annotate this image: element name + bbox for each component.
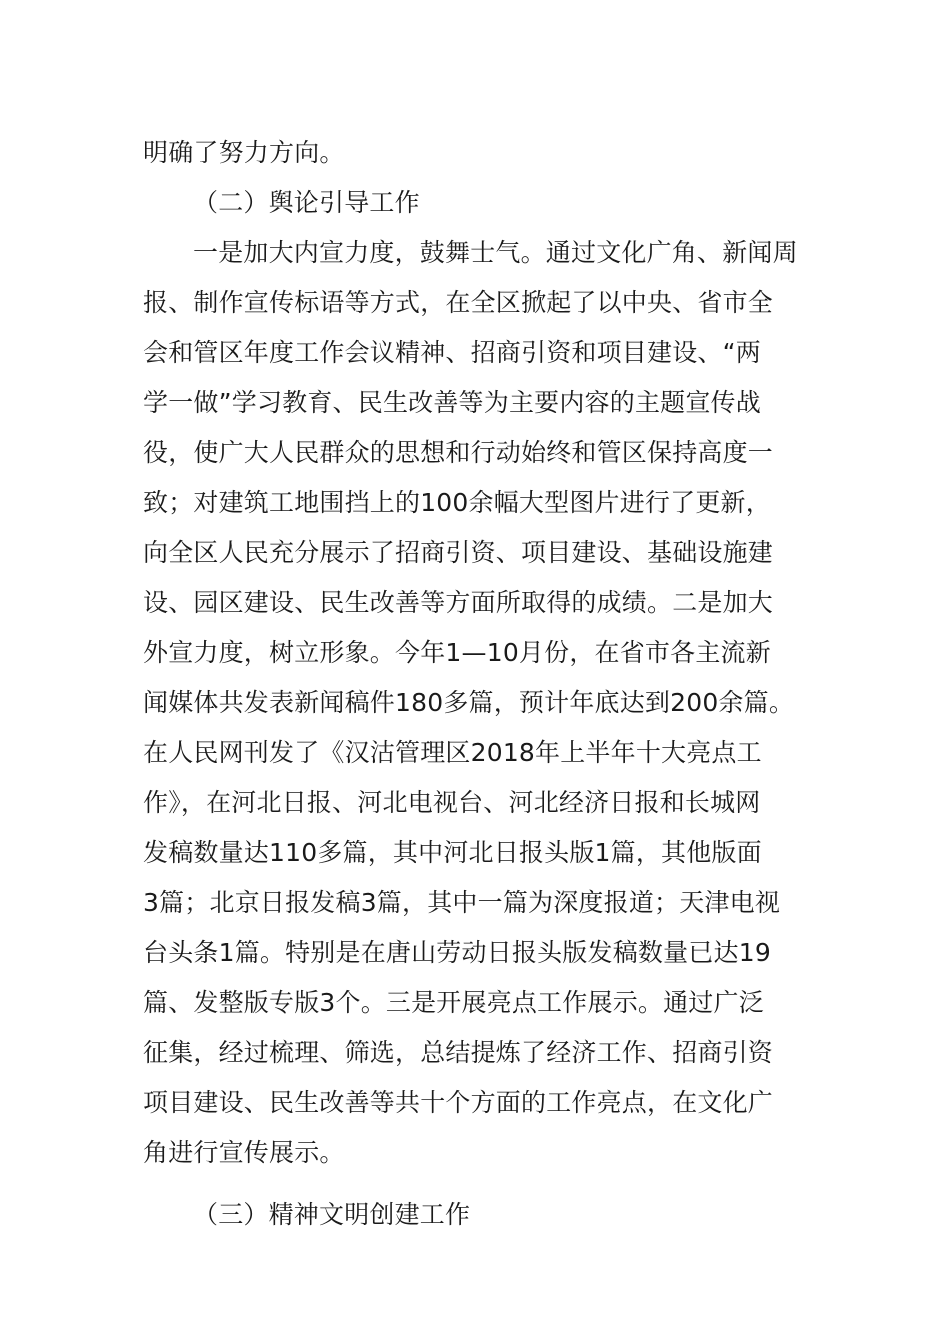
section-heading-public-opinion: （二）舆论引导工作	[193, 188, 420, 217]
paragraph-line: 发稿数量达110多篇，其中河北日报头版1篇，其他版面	[143, 838, 762, 867]
paragraph-line: 角进行宣传展示。	[143, 1138, 345, 1167]
paragraph-line: 役，使广大人民群众的思想和行动始终和管区保持高度一	[143, 438, 774, 467]
section-heading-civilization: （三）精神文明创建工作	[193, 1200, 471, 1229]
paragraph-line: 明确了努力方向。	[143, 138, 345, 167]
paragraph-line: 学一做”学习教育、民生改善等为主要内容的主题宣传战	[143, 388, 761, 417]
paragraph-line: 会和管区年度工作会议精神、招商引资和项目建设、“两	[143, 338, 761, 367]
paragraph-line: 一是加大内宣力度，鼓舞士气。通过文化广角、新闻周	[193, 238, 798, 267]
paragraph-line: 向全区人民充分展示了招商引资、项目建设、基础设施建	[143, 538, 774, 567]
paragraph-line: 致；对建筑工地围挡上的100余幅大型图片进行了更新，	[143, 488, 771, 517]
paragraph-line: 作》，在河北日报、河北电视台、河北经济日报和长城网	[143, 788, 761, 817]
paragraph-line: 设、园区建设、民生改善等方面所取得的成绩。二是加大	[143, 588, 774, 617]
paragraph-line: 外宣力度，树立形象。今年1—10月份，在省市各主流新	[143, 638, 771, 667]
paragraph-line: 篇、发整版专版3个。三是开展亮点工作展示。通过广泛	[143, 988, 764, 1017]
paragraph-line: 台头条1篇。特别是在唐山劳动日报头版发稿数量已达19	[143, 938, 771, 967]
document-body	[143, 128, 823, 1240]
paragraph-line: 征集，经过梳理、筛选，总结提炼了经济工作、招商引资	[143, 1038, 774, 1067]
paragraph-line: 报、制作宣传标语等方式，在全区掀起了以中央、省市全	[143, 288, 774, 317]
paragraph-line: 项目建设、民生改善等共十个方面的工作亮点，在文化广	[143, 1088, 774, 1117]
paragraph-line: 在人民网刊发了《汉沽管理区2018年上半年十大亮点工	[143, 738, 762, 767]
paragraph-line: 闻媒体共发表新闻稿件180多篇，预计年底达到200余篇。	[143, 688, 795, 717]
paragraph-line: 3篇；北京日报发稿3篇，其中一篇为深度报道；天津电视	[143, 888, 781, 917]
